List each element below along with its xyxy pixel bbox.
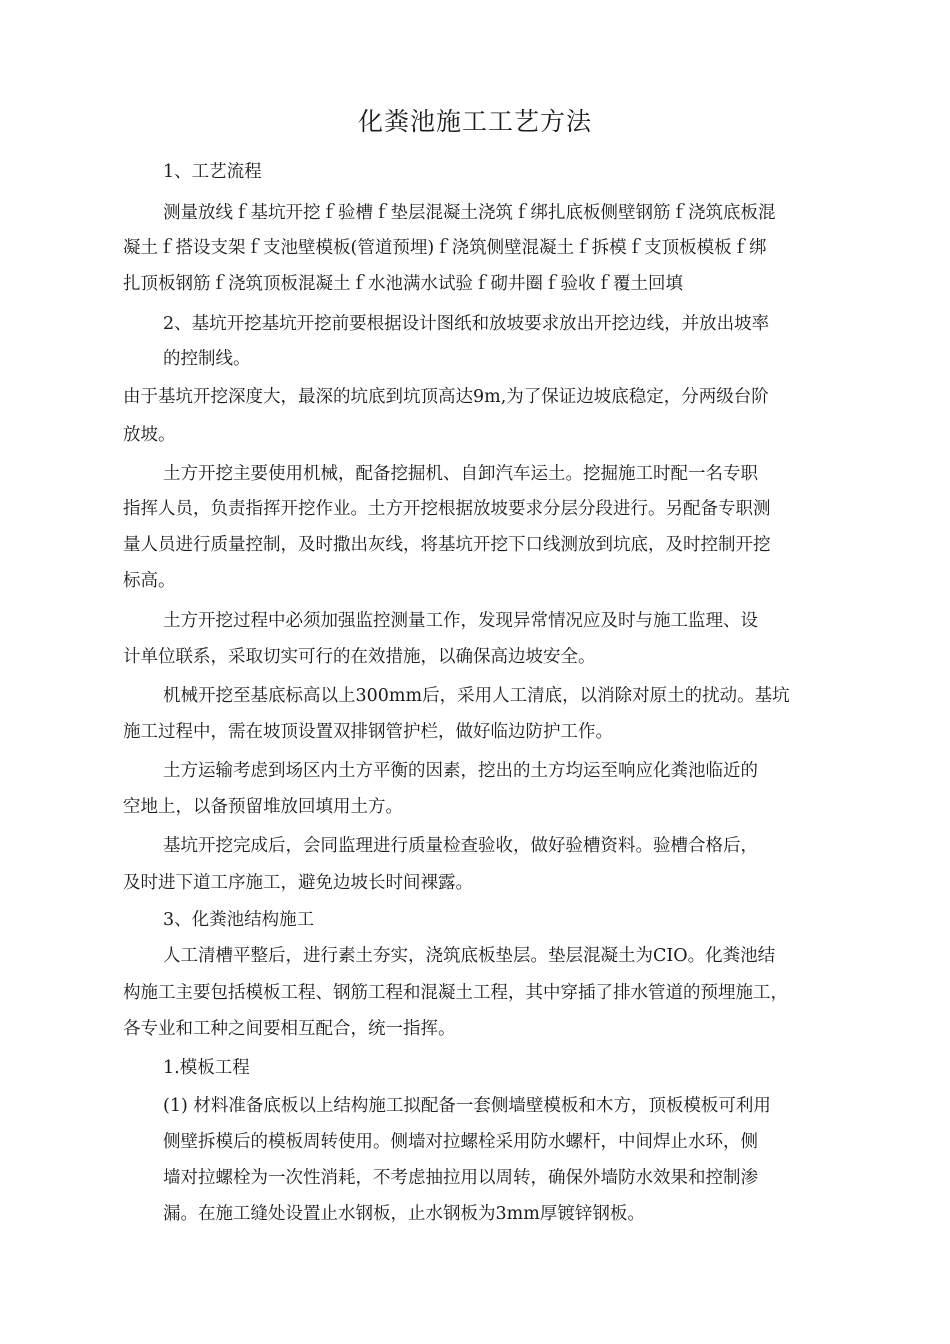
paragraph-line: 机械开挖至基底标高以上300mm后，采用人工清底，以消除对原土的扰动。基坑 bbox=[163, 686, 790, 706]
paragraph-line: 由于基坑开挖深度大，最深的坑底到坑顶高达9m,为了保证边坡底稳定，分两级台阶 bbox=[123, 387, 769, 407]
document-title: 化粪池施工工艺方法 bbox=[357, 107, 592, 136]
paragraph-line: 及时进下道工序施工，避免边坡长时间裸露。 bbox=[123, 873, 473, 893]
paragraph-line: 墙对拉螺栓为一次性消耗，不考虑抽拉用以周转，确保外墙防水效果和控制渗 bbox=[163, 1168, 758, 1188]
paragraph-line: 放坡。 bbox=[123, 425, 176, 445]
subsection-heading-formwork: 1.模板工程 bbox=[163, 1058, 250, 1078]
paragraph-line: 标高。 bbox=[123, 571, 176, 591]
paragraph-line: 各专业和工种之间要相互配合，统一指挥。 bbox=[123, 1019, 456, 1039]
paragraph-line: 侧壁拆模后的模板周转使用。侧墙对拉螺栓采用防水螺杆，中间焊止水环，侧 bbox=[163, 1132, 758, 1152]
paragraph-line: 扎顶板钢筋ｆ浇筑顶板混凝土ｆ水池满水试验ｆ砌井圈ｆ验收ｆ覆土回填 bbox=[123, 274, 683, 294]
paragraph-line: 量人员进行质量控制，及时撒出灰线，将基坑开挖下口线测放到坑底，及时控制开挖 bbox=[123, 535, 771, 555]
paragraph-line: 构施工主要包括模板工程、钢筋工程和混凝土工程，其中穿插了排水管道的预埋施工， bbox=[123, 983, 788, 1003]
paragraph-line: 土方运输考虑到场区内土方平衡的因素，挖出的土方均运至响应化粪池临近的 bbox=[163, 761, 758, 781]
paragraph-line: 测量放线ｆ基坑开挖ｆ验槽ｆ垫层混凝土浇筑ｆ绑扎底板侧壁钢筋ｆ浇筑底板混 bbox=[163, 203, 776, 223]
paragraph-line: 基坑开挖完成后，会同监理进行质量检查验收，做好验槽资料。验槽合格后， bbox=[163, 836, 758, 856]
paragraph-line: 土方开挖过程中必须加强监控测量工作，发现异常情况应及时与施工监理、设 bbox=[163, 611, 758, 631]
paragraph-line: 计单位联系，采取切实可行的在效措施，以确保高边坡安全。 bbox=[123, 647, 596, 667]
paragraph-line: 凝土ｆ搭设支架ｆ支池壁模板(管道预埋)ｆ浇筑侧壁混凝土ｆ拆模ｆ支顶板模板ｆ绑 bbox=[123, 238, 767, 258]
paragraph-line: (1) 材料准备底板以上结构施工拟配备一套侧墙壁模板和木方，顶板模板可利用 bbox=[163, 1096, 771, 1116]
paragraph-line: 指挥人员，负责指挥开挖作业。土方开挖根据放坡要求分层分段进行。另配备专职测 bbox=[123, 499, 771, 519]
paragraph-line: 的控制线。 bbox=[163, 349, 251, 369]
paragraph-line: 空地上，以备预留堆放回填用土方。 bbox=[123, 797, 403, 817]
paragraph-line: 土方开挖主要使用机械，配备挖掘机、自卸汽车运土。挖掘施工时配一名专职 bbox=[163, 464, 758, 484]
paragraph-line: 施工过程中，需在坡顶设置双排钢管护栏，做好临边防护工作。 bbox=[123, 722, 613, 742]
section-heading-structure: 3、化粪池结构施工 bbox=[163, 910, 315, 930]
paragraph-line: 漏。在施工缝处设置止水钢板，止水钢板为3mm厚镀锌钢板。 bbox=[163, 1204, 645, 1224]
section-heading-process: 1、工艺流程 bbox=[163, 162, 262, 182]
section-heading-excavation: 2、基坑开挖基坑开挖前要根据设计图纸和放坡要求放出开挖边线，并放出坡率 bbox=[163, 314, 770, 334]
paragraph-line: 人工清槽平整后，进行素土夯实，浇筑底板垫层。垫层混凝土为CIO。化粪池结 bbox=[163, 946, 776, 966]
